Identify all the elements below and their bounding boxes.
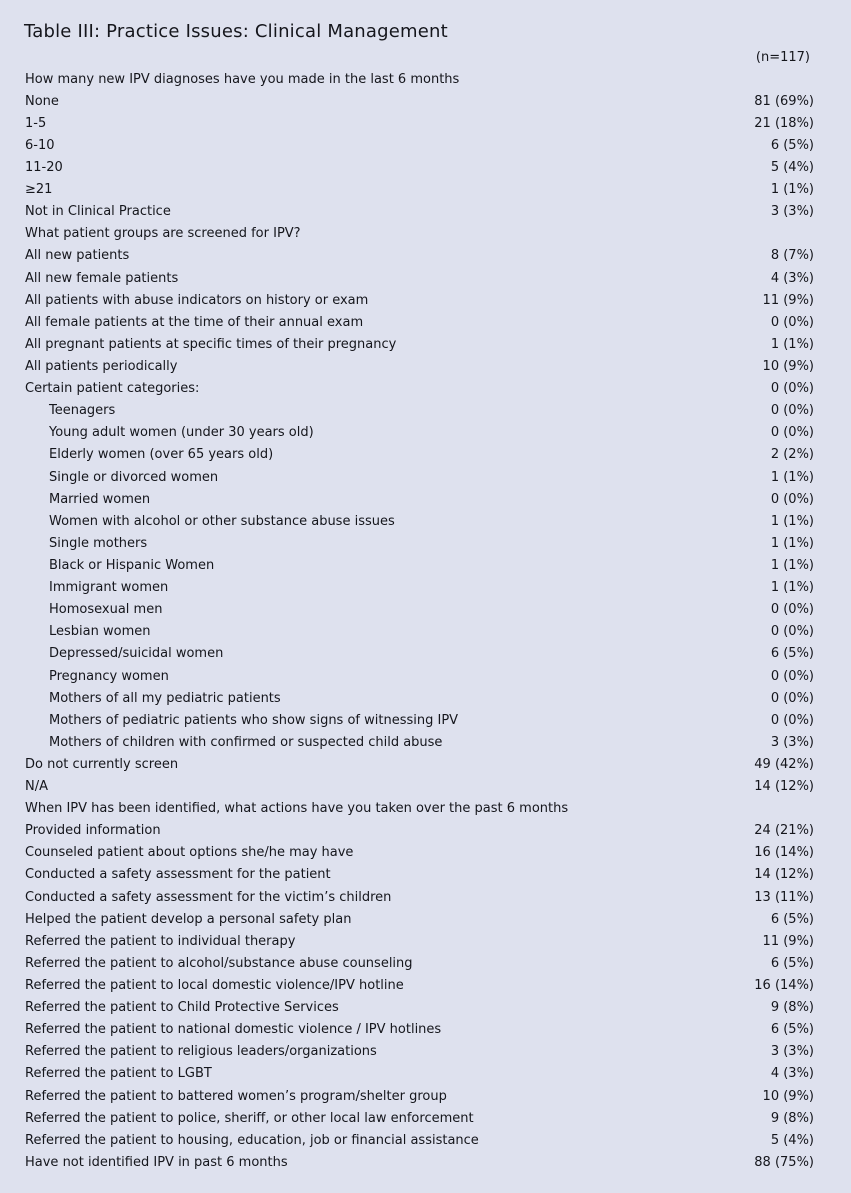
section-header-row	[25, 223, 814, 245]
row-label: Referred the patient to national domestic violence / IPV hotlines	[25, 1022, 442, 1038]
row-value: 3 (3%)	[770, 1044, 814, 1060]
table-row	[25, 179, 814, 201]
row-value: 14 (12%)	[754, 779, 814, 795]
row-value: 21 (18%)	[754, 115, 814, 131]
table-row	[25, 532, 814, 554]
row-label: Referred the patient to individual therapy	[25, 933, 296, 949]
row-value: 0 (0%)	[770, 712, 814, 728]
table-row	[25, 820, 814, 842]
page-title: Table III: Practice Issues: Clinical Management	[24, 21, 448, 42]
row-value: 0 (0%)	[770, 602, 814, 618]
table-row	[25, 510, 814, 532]
row-value: 6 (5%)	[770, 137, 814, 153]
row-value: 16 (14%)	[754, 978, 814, 994]
section-header-row	[25, 68, 814, 90]
table-row	[25, 156, 814, 178]
table-row	[25, 333, 814, 355]
row-label: Homosexual men	[49, 602, 163, 618]
table-row	[25, 488, 814, 510]
row-label: Women with alcohol or other substance abuse issues	[49, 513, 395, 529]
row-value: 0 (0%)	[770, 314, 814, 330]
row-label: Referred the patient to battered women’s program/shelter group	[25, 1088, 447, 1104]
table-row	[25, 643, 814, 665]
section-header-label: When IPV has been identified, what actions have you taken over the past 6 months	[25, 801, 569, 817]
table-row	[25, 267, 814, 289]
row-value: 9 (8%)	[770, 1000, 814, 1016]
row-label: Helped the patient develop a personal safety plan	[25, 911, 352, 927]
row-label: Single or divorced women	[49, 469, 219, 485]
row-value: 8 (7%)	[770, 248, 814, 264]
row-label: Referred the patient to local domestic violence/IPV hotline	[25, 978, 404, 994]
table-row	[25, 621, 814, 643]
row-value: 0 (0%)	[770, 403, 814, 419]
table-row	[25, 1151, 814, 1173]
row-value: 49 (42%)	[754, 756, 814, 772]
row-label: Married women	[49, 491, 151, 507]
row-label: Mothers of children with confirmed or suspected child abuse	[49, 734, 443, 750]
section-header-label: What patient groups are screened for IPV?	[25, 226, 301, 242]
row-label: Lesbian women	[49, 624, 151, 640]
row-label: Pregnancy women	[49, 668, 169, 684]
row-value: 11 (9%)	[762, 292, 814, 308]
row-value: 2 (2%)	[770, 447, 814, 463]
row-label: All new patients	[25, 248, 130, 264]
row-value: 0 (0%)	[770, 491, 814, 507]
row-value: 88 (75%)	[754, 1154, 814, 1170]
row-label: Mothers of pediatric patients who show signs of witnessing IPV	[49, 712, 459, 728]
row-label: Not in Clinical Practice	[25, 204, 171, 220]
row-value: 3 (3%)	[770, 734, 814, 750]
row-value: 10 (9%)	[762, 1088, 814, 1104]
table-row	[25, 378, 814, 400]
row-label: Do not currently screen	[25, 756, 179, 772]
row-label: Have not identified IPV in past 6 months	[25, 1154, 288, 1170]
table-row	[25, 444, 814, 466]
row-value: 1 (1%)	[770, 469, 814, 485]
row-value: 10 (9%)	[762, 358, 814, 374]
table-row	[25, 422, 814, 444]
row-value: 6 (5%)	[770, 911, 814, 927]
row-label: Single mothers	[49, 535, 148, 551]
row-label: All patients periodically	[25, 358, 178, 374]
table-row	[25, 554, 814, 576]
table-row	[25, 400, 814, 422]
table-row	[25, 731, 814, 753]
table-row	[25, 974, 814, 996]
row-label: Referred the patient to Child Protective Services	[25, 1000, 339, 1016]
row-value: 14 (12%)	[754, 867, 814, 883]
table-row	[25, 289, 814, 311]
row-value: 24 (21%)	[754, 823, 814, 839]
table-row	[25, 997, 814, 1019]
row-value: 0 (0%)	[770, 624, 814, 640]
table-row	[25, 355, 814, 377]
table-row	[25, 665, 814, 687]
row-label: Depressed/suicidal women	[49, 646, 224, 662]
row-value: 4 (3%)	[770, 270, 814, 286]
table-row	[25, 577, 814, 599]
table-row	[25, 886, 814, 908]
table-row	[25, 908, 814, 930]
table-row	[25, 466, 814, 488]
row-value: 1 (1%)	[770, 557, 814, 573]
row-label: Young adult women (under 30 years old)	[49, 425, 314, 441]
row-value: 1 (1%)	[770, 580, 814, 596]
row-value: 81 (69%)	[754, 93, 814, 109]
row-label: Conducted a safety assessment for the patient	[25, 867, 331, 883]
table-row	[25, 1129, 814, 1151]
row-label: All new female patients	[25, 270, 179, 286]
table-row	[25, 311, 814, 333]
row-label: All patients with abuse indicators on history or exam	[25, 292, 369, 308]
row-value: 6 (5%)	[770, 1022, 814, 1038]
row-value: 11 (9%)	[762, 933, 814, 949]
row-label: Referred the patient to housing, education, job or financial assistance	[25, 1132, 479, 1148]
table-row	[25, 134, 814, 156]
row-value: 1 (1%)	[770, 535, 814, 551]
row-value: 5 (4%)	[770, 159, 814, 175]
row-label: N/A	[25, 779, 48, 795]
row-value: 16 (14%)	[754, 845, 814, 861]
row-label: Mothers of all my pediatric patients	[49, 690, 281, 706]
row-label: Teenagers	[49, 403, 116, 419]
row-label: Referred the patient to police, sheriff, or other local law enforcement	[25, 1110, 474, 1126]
table-row	[25, 952, 814, 974]
row-value: 6 (5%)	[770, 646, 814, 662]
row-label: All pregnant patients at specific times of their pregnancy	[25, 336, 397, 352]
row-value: 9 (8%)	[770, 1110, 814, 1126]
table-row	[25, 1063, 814, 1085]
row-value: 0 (0%)	[770, 690, 814, 706]
table-rows	[25, 68, 814, 1173]
row-value: 5 (4%)	[770, 1132, 814, 1148]
row-value: 6 (5%)	[770, 955, 814, 971]
row-value: 13 (11%)	[754, 889, 814, 905]
row-value: 0 (0%)	[770, 425, 814, 441]
table-row	[25, 112, 814, 134]
table-row	[25, 687, 814, 709]
row-label: Elderly women (over 65 years old)	[49, 447, 274, 463]
table-row	[25, 930, 814, 952]
row-label: Referred the patient to religious leaders/organizations	[25, 1044, 377, 1060]
section-header-row	[25, 798, 814, 820]
row-label: Certain patient categories:	[25, 381, 200, 397]
table-row	[25, 842, 814, 864]
row-label: Counseled patient about options she/he may have	[25, 845, 354, 861]
table-row	[25, 864, 814, 886]
row-label: Provided information	[25, 823, 161, 839]
table-row	[25, 1019, 814, 1041]
table-row	[25, 1085, 814, 1107]
table-row	[25, 201, 814, 223]
row-label: Referred the patient to LGBT	[25, 1066, 212, 1082]
row-value: 1 (1%)	[770, 513, 814, 529]
row-label: Conducted a safety assessment for the victim’s children	[25, 889, 392, 905]
table-row	[25, 245, 814, 267]
row-label: Referred the patient to alcohol/substance abuse counseling	[25, 955, 413, 971]
table-row	[25, 599, 814, 621]
table-row	[25, 753, 814, 775]
row-label: 6-10	[25, 137, 55, 153]
row-value: 4 (3%)	[770, 1066, 814, 1082]
table-row	[25, 709, 814, 731]
row-label: 11-20	[25, 159, 63, 175]
row-label: 1-5	[25, 115, 47, 131]
row-value: 1 (1%)	[770, 336, 814, 352]
sample-size-label: (n=117)	[755, 50, 810, 65]
table-row	[25, 1107, 814, 1129]
section-header-label: How many new IPV diagnoses have you made in the last 6 months	[25, 71, 460, 87]
row-label: ≥21	[25, 182, 53, 198]
row-label: All female patients at the time of their annual exam	[25, 314, 364, 330]
table-row	[25, 1041, 814, 1063]
row-value: 0 (0%)	[770, 381, 814, 397]
row-value: 3 (3%)	[770, 204, 814, 220]
row-value: 0 (0%)	[770, 668, 814, 684]
row-label: None	[25, 93, 59, 109]
row-label: Black or Hispanic Women	[49, 557, 215, 573]
row-label: Immigrant women	[49, 580, 169, 596]
table-row	[25, 776, 814, 798]
table-row	[25, 90, 814, 112]
row-value: 1 (1%)	[770, 182, 814, 198]
